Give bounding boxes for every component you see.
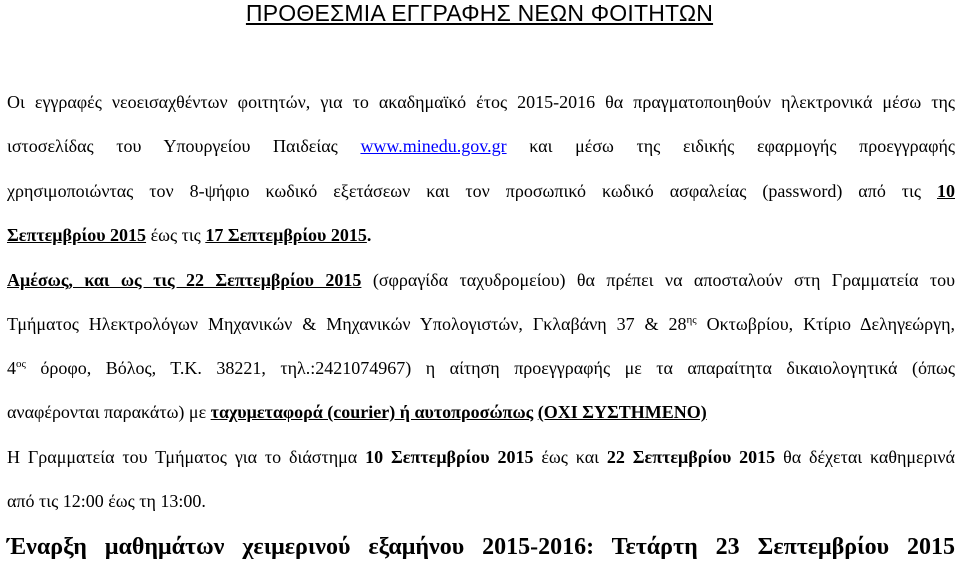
text: (σφραγίδα ταχυδρομείου) θα πρέπει να αποσταλούν στη Γραμματεία του	[372, 270, 956, 290]
paragraph-2-line-4	[7, 401, 955, 423]
text: όροφο, Βόλος, Τ.Κ. 38221, τηλ.:2421074967) η αίτηση προεγγραφής με τα απαραίτητα δικαιολογητικά (όπως	[40, 358, 956, 378]
minedu-link[interactable]: www.minedu.gov.gr	[360, 136, 507, 156]
text: 4	[7, 358, 16, 378]
delivery-method-highlight: ταχυμεταφορά (courier) ή αυτοπροσώπως	[210, 402, 534, 422]
text: Τμήματος Ηλεκτρολόγων Μηχανικών & Μηχανικών Υπολογιστών, Γκλαβάνη 37 & 28	[7, 314, 687, 334]
paragraph-1-line-4	[7, 224, 955, 246]
paragraph-1-line-2	[7, 135, 955, 157]
text: έως τις	[150, 225, 201, 245]
date-highlight: 10	[937, 181, 955, 201]
superscript: ος	[16, 358, 26, 370]
date-highlight: 10 Σεπτεμβρίου 2015	[365, 447, 534, 467]
paragraph-1-line-1	[7, 91, 955, 113]
paragraph-2-line-1	[7, 269, 955, 291]
deadline-highlight: Αμέσως, και ως τις 22 Σεπτεμβρίου 2015	[7, 270, 362, 290]
text: .	[366, 225, 372, 245]
paragraph-2-line-3	[7, 357, 955, 379]
semester-start-announcement	[7, 533, 955, 561]
text: αναφέρονται παρακάτω) με	[7, 402, 207, 422]
text: από τις 12:00 έως τη 13:00.	[7, 491, 206, 511]
text: Οκτωβρίου, Κτίριο Δεληγεώργη,	[706, 314, 955, 334]
paragraph-3-line-2	[7, 490, 955, 512]
text: χρησιμοποιώντας τον 8-ψήφιο κωδικό εξετάσεων και τον προσωπικό κωδικό ασφαλείας (password) από τις	[7, 181, 922, 201]
text: Η Γραμματεία του Τμήματος για το διάστημα	[7, 447, 358, 467]
date-highlight: Σεπτεμβρίου 2015	[7, 225, 147, 245]
page-title: ΠΡΟΘΕΣΜΙΑ ΕΓΓΡΑΦΗΣ ΝΕΩΝ ΦΟΙΤΗΤΩΝ	[245, 0, 714, 26]
text: και μέσω της ειδικής εφαρμογής προεγγραφής	[529, 136, 956, 156]
text: έως και	[541, 447, 599, 467]
text: ιστοσελίδας του Υπουργείου Παιδείας	[7, 136, 338, 156]
not-registered-warning: (ΟΧΙ ΣΥΣΤΗΜΕΝΟ)	[537, 402, 707, 422]
paragraph-1-line-3	[7, 180, 955, 202]
paragraph-2-line-2	[7, 313, 955, 335]
paragraph-3-line-1	[7, 446, 955, 468]
superscript: ης	[686, 314, 697, 326]
date-highlight: 17 Σεπτεμβρίου 2015	[205, 225, 367, 245]
date-highlight: 22 Σεπτεμβρίου 2015	[606, 447, 776, 467]
text: Οι εγγραφές νεοεισαχθέντων φοιτητών, για το ακαδημαϊκό έτος 2015-2016 θα πραγματοποιηθούν ηλεκτρονικά μέσω της	[7, 92, 955, 112]
text: Έναρξη μαθημάτων χειμερινού εξαμήνου 2015-2016: Τετάρτη 23 Σεπτεμβρίου 2015	[7, 534, 955, 560]
text: θα δέχεται καθημερινά	[783, 447, 955, 467]
